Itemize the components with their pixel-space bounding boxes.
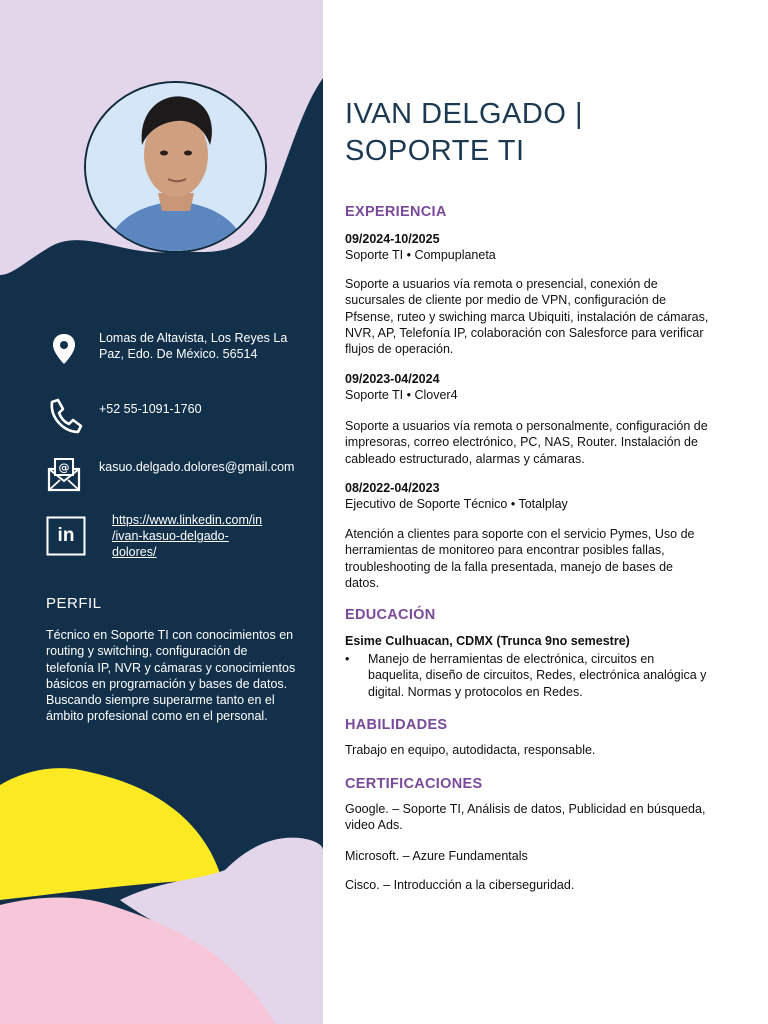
contact-phone (44, 398, 314, 438)
linkedin-line1[interactable]: https://www.linkedin.com/in (112, 513, 263, 527)
bullet-dot: • (345, 652, 350, 666)
perfil-line: ámbito profesional como en el personal. (46, 709, 268, 724)
bullet-line: Manejo de herramientas de electrónica, circuitos en (368, 652, 655, 666)
job3-desc-line: troubleshooting de la falla presentada, manejo de bases de (345, 559, 674, 574)
job3-desc-line: datos. (345, 575, 380, 590)
linkedin-line3[interactable]: dolores/ (112, 545, 157, 559)
address-text (99, 330, 309, 362)
bullet-line: baquelita, diseño de circuitos, Redes, electrónica analógica y (368, 668, 707, 683)
perfil-line: básicos en programación y bases de datos. (46, 676, 288, 691)
email-text[interactable]: kasuo.delgado.dolores@gmail.com (99, 460, 295, 474)
job3-desc (345, 526, 730, 591)
job1-desc-line: flujos de operación. (345, 342, 454, 357)
profile-photo-illustration (86, 83, 265, 251)
avatar (84, 81, 267, 253)
certificaciones-title: CERTIFICACIONES (345, 776, 483, 792)
contact-email (44, 455, 314, 495)
job1-desc-line: sucursales de cliente por medio de VPN, configuración de (345, 293, 667, 308)
job2-desc (345, 418, 730, 467)
linkedin-badge: in (57, 525, 75, 546)
job2-dates: 09/2023-04/2024 (345, 372, 440, 386)
page-title (345, 96, 725, 170)
name-line2: SOPORTE TI (345, 135, 525, 167)
job2-role: Soporte TI • Clover4 (345, 388, 458, 402)
job3-desc-line: Atención a clientes para soporte con el servicio Pymes, Uso de (345, 527, 695, 541)
school: Esime Culhuacan, CDMX (Trunca 9no semestre) (345, 634, 630, 648)
address-line1: Lomas de Altavista, Los Reyes La (99, 331, 288, 345)
job1-desc-line: Soporte a usuarios vía remota o presencial, conexión de (345, 277, 658, 291)
svg-text:@: @ (58, 461, 70, 474)
linkedin-line2[interactable]: /ivan-kasuo-delgado- (112, 529, 229, 543)
cert-google-line1: Google. – Soporte TI, Análisis de datos, Publicidad en búsqueda, (345, 802, 706, 816)
email-icon (44, 455, 84, 495)
perfil-line: routing y switching, configuración de (46, 644, 248, 659)
perfil-line: Técnico en Soporte TI con conocimientos en (46, 628, 294, 642)
location-pin-icon (44, 330, 84, 370)
cert-cisco: Cisco. – Introducción a la ciberseguridad. (345, 878, 575, 892)
bullet-text (368, 651, 730, 700)
linkedin-link[interactable] (112, 512, 292, 560)
job3-role: Ejecutivo de Soporte Técnico • Totalplay (345, 497, 568, 511)
educacion-title: EDUCACIÓN (345, 607, 436, 623)
address-line2: Paz, Edo. De México. 56514 (99, 347, 258, 361)
job1-desc (345, 276, 730, 357)
job1-role: Soporte TI • Compuplaneta (345, 248, 496, 262)
perfil-line: telefonía IP, NVR y cámaras y conocimientos (46, 660, 296, 675)
experiencia-title: EXPERIENCIA (345, 204, 447, 220)
phone-text[interactable]: +52 55-1091-1760 (99, 402, 202, 416)
job2-desc-line: Soporte a usuarios vía remota o personalmente, configuración de (345, 419, 708, 433)
cert-google (345, 801, 730, 834)
perfil-text (46, 627, 311, 725)
phone-icon (44, 396, 84, 436)
job3-dates: 08/2022-04/2023 (345, 481, 440, 495)
job1-dates: 09/2024-10/2025 (345, 232, 440, 246)
job3-desc-line: herramientas de monitoreo para encontrar posibles fallas, (345, 543, 665, 558)
sidebar (0, 0, 323, 1024)
name-line1: IVAN DELGADO | (345, 98, 583, 130)
contact-address (44, 330, 314, 370)
contact-linkedin (44, 512, 314, 564)
job1-desc-line: NVR, AP, Telefonía IP, colaboración con Salesforce para verificar (345, 325, 704, 340)
perfil-title: PERFIL (46, 595, 102, 612)
job2-desc-line: cableado estructurado, alarmas y cámaras. (345, 451, 585, 466)
habilidades-text: Trabajo en equipo, autodidacta, responsable. (345, 743, 596, 757)
cert-google-line2: video Ads. (345, 818, 403, 833)
cert-microsoft: Microsoft. – Azure Fundamentals (345, 849, 528, 863)
habilidades-title: HABILIDADES (345, 717, 448, 733)
bullet-line: digital. Normas y protocolos en Redes. (368, 684, 583, 699)
job2-desc-line: impresoras, correo electrónico, PC, NAS, Router. Instalación de (345, 435, 698, 450)
job1-desc-line: Pfsense, ruteo y swiching marca Ubiquiti, instalación de cámaras, (345, 309, 709, 324)
perfil-line: Buscando siempre superarme tanto en el (46, 693, 275, 708)
